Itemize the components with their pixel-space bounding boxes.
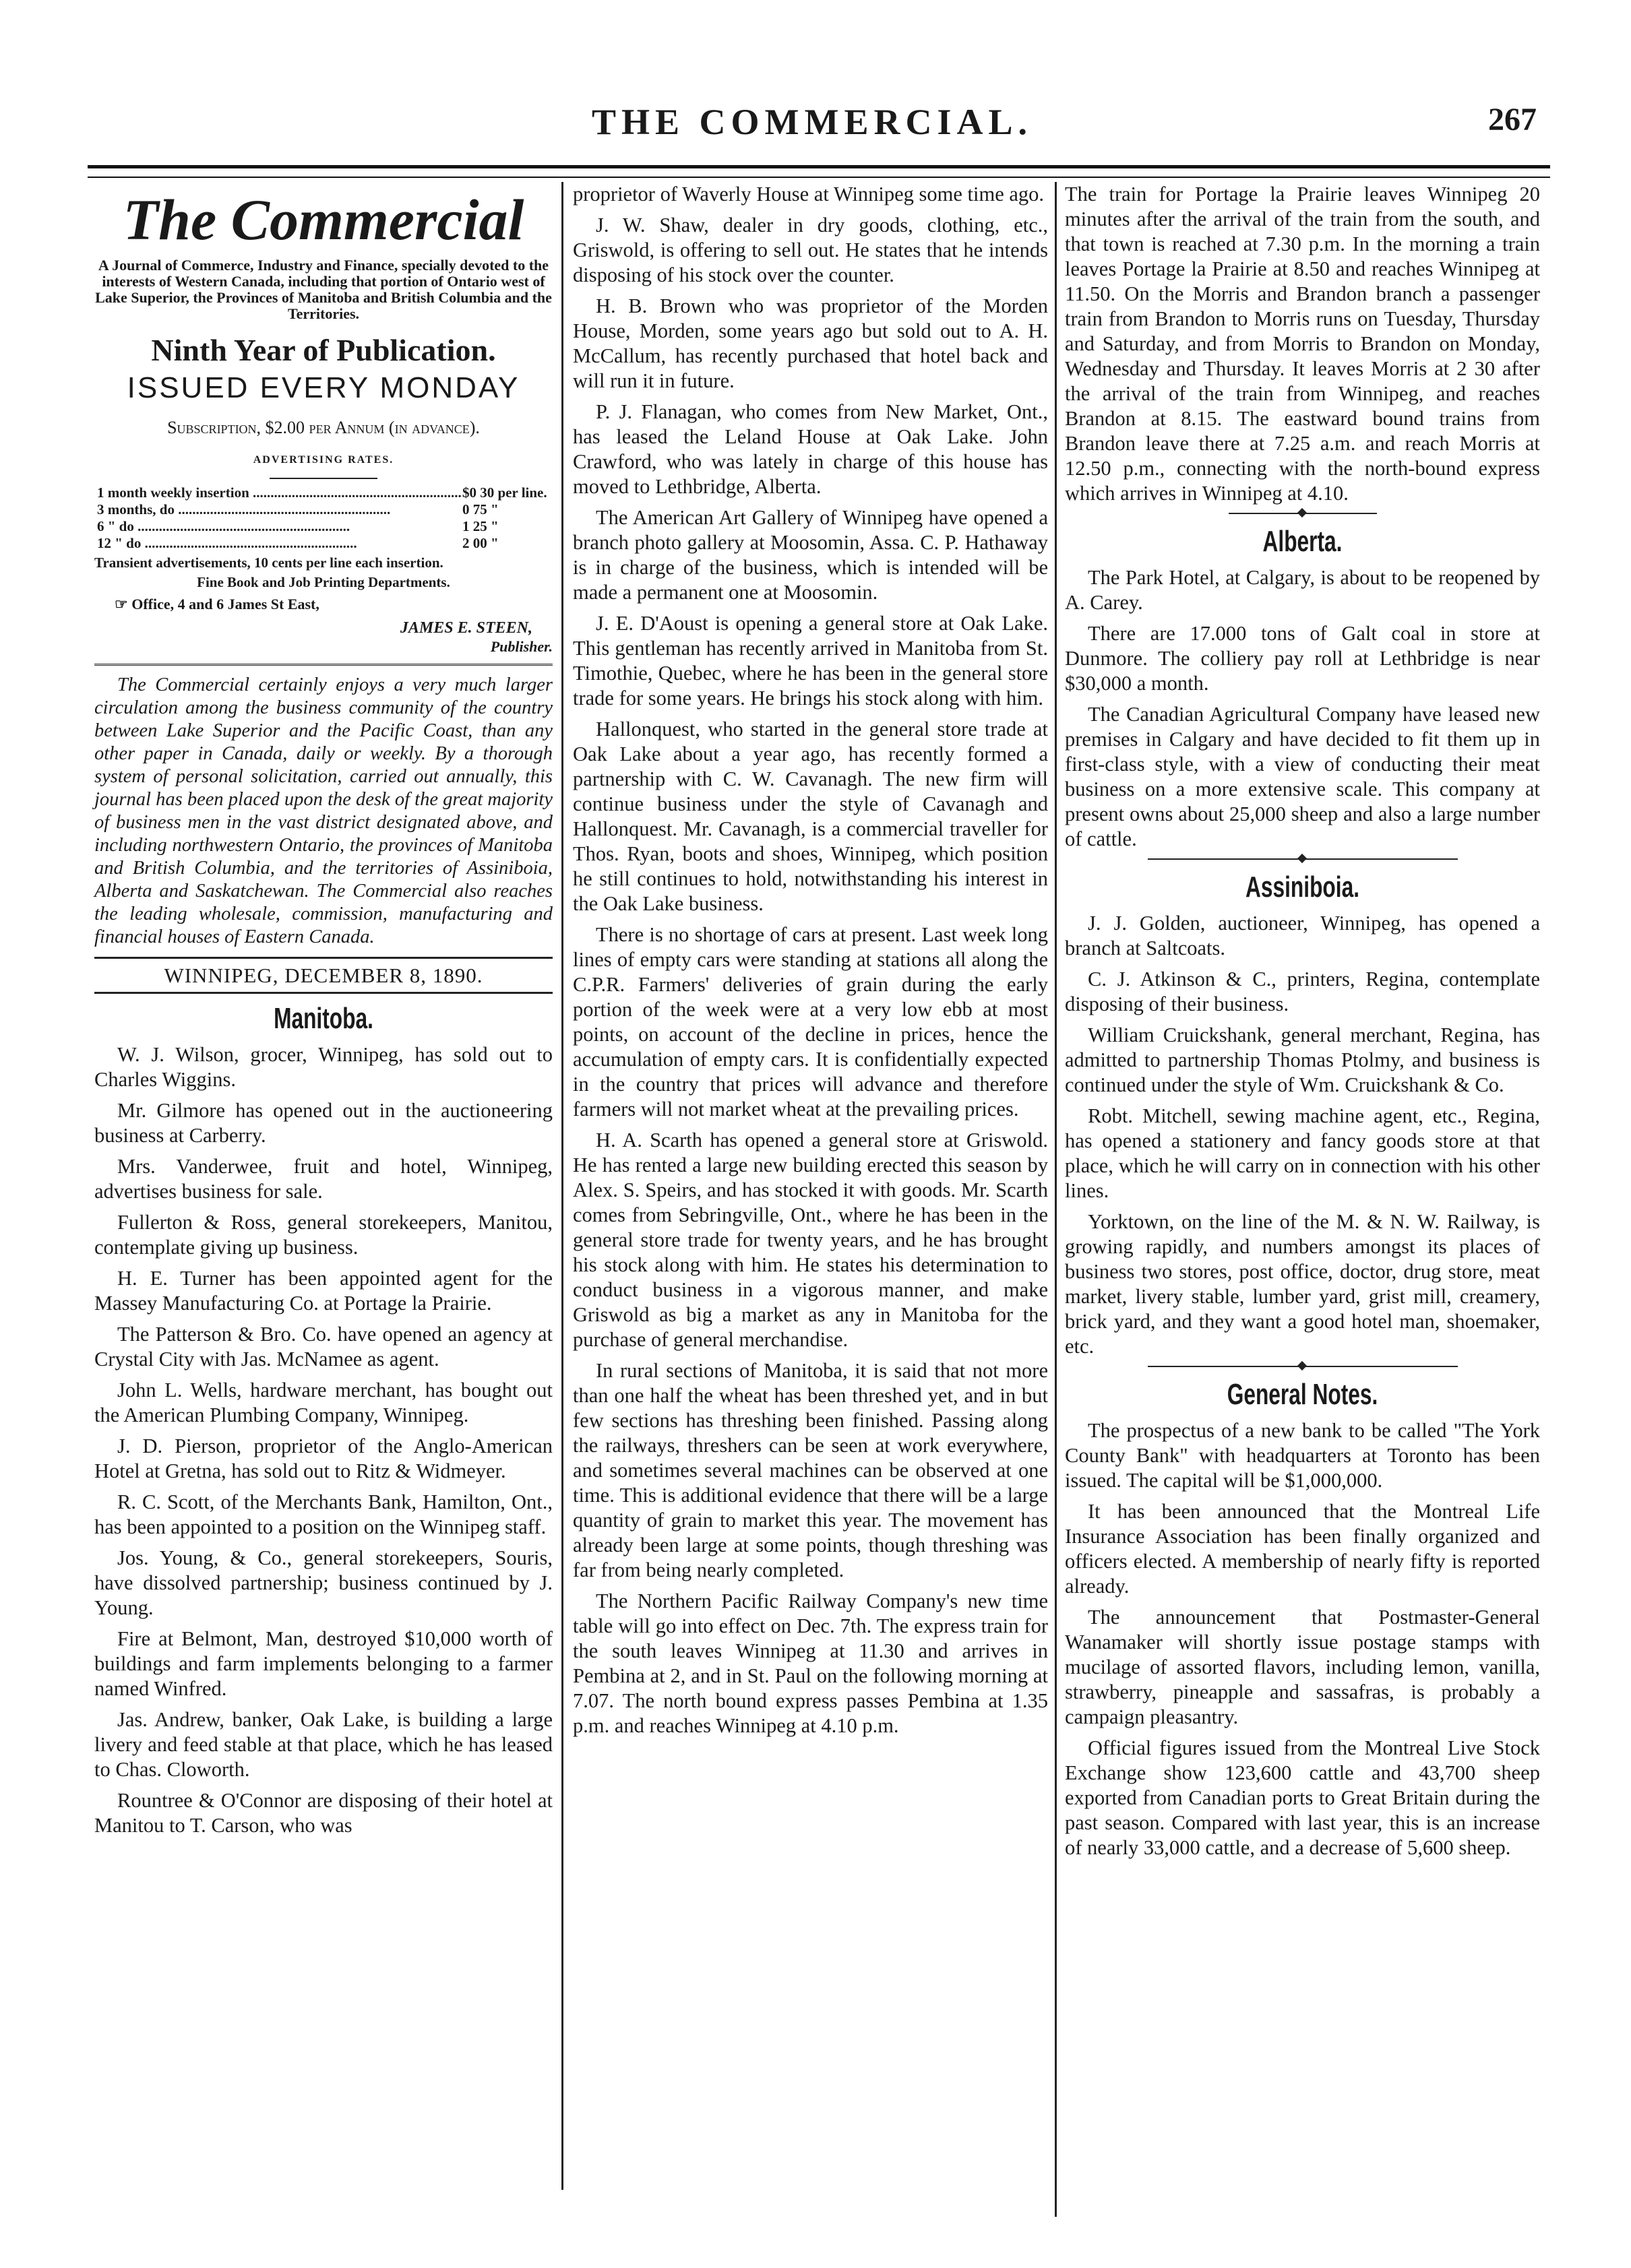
news-item: The Park Hotel, at Calgary, is about to be reopened by A. Carey. [1065, 566, 1540, 614]
subscription-price: Subscription, $2.00 per Annum (in advance). [167, 418, 480, 437]
news-item: Rountree & O'Connor are disposing of their hotel at Manitou to T. Carson, who was [94, 1789, 553, 1837]
circulation-notice: The Commercial certainly enjoys a very much larger circulation among the business community of the country between Lake Superior and the Pacific Coast, than any other paper in Canada, daily or weekly. By a thorough system of personal solicitation, carried out annually, this journal has been placed upon the desk of the great majority of business men in the vast district designated above, and including northwestern Ontario, the provinces of Manitoba and British Columbia, and the territories of Assiniboia, Alberta and Saskatchewan. The Commercial also reaches the leading wholesale, commission, manufacturing and financial houses of Eastern Canada. [94, 664, 553, 949]
news-item: The American Art Gallery of Winnipeg have opened a branch photo gallery at Moosomin, Assa. C. P. Hathaway is in charge of the business, which is intended will be made a permanent one at Moosomin. [573, 506, 1048, 604]
news-item: J. D. Pierson, proprietor of the Anglo-American Hotel at Gretna, has sold out to Ritz & Widmeyer. [94, 1435, 553, 1482]
rate-row: 3 months, do ..... 0 75 " [94, 501, 553, 518]
news-item: Jas. Andrew, banker, Oak Lake, is building a large livery and feed stable at that place, which he has leased to Chas. Cloworth. [94, 1708, 553, 1781]
masthead-title: The Commercial [123, 187, 524, 252]
news-item: Fire at Belmont, Man, destroyed $10,000 worth of buildings and farm implements belonging to a farmer named Winfred. [94, 1627, 553, 1700]
header-rule-thin [88, 177, 1550, 178]
news-item: Official figures issued from the Montreal Live Stock Exchange show 123,600 cattle and 43,700 sheep exported from Canadian ports to Great Britain during the past season. Compared with last year, this is an increase of nearly 33,000 cattle, and a decrease of 5,600 sheep. [1065, 1736, 1540, 1859]
transient-rate: Transient advertisements, 10 cents per line each insertion. [94, 555, 443, 571]
news-item: Robt. Mitchell, sewing machine agent, etc., Regina, has opened a stationery and fancy goods store at that place, which he will carry on in connection with his other lines. [1065, 1104, 1540, 1202]
masthead-description: A Journal of Commerce, Industry and Finance, specially devoted to the interests of Western Canada, including that portion of Ontario west of Lake Superior, the Provinces of Manitoba and British Columbia and the Territories. [95, 257, 552, 322]
advertising-title: ADVERTISING RATES. [253, 454, 394, 466]
news-item: Mrs. Vanderwee, fruit and hotel, Winnipeg, advertises business for sale. [94, 1155, 553, 1203]
section-ornament [1229, 513, 1377, 518]
section-heading-assiniboia: Assiniboia. [1245, 871, 1359, 904]
header-rule [88, 165, 1550, 168]
news-item: The Northern Pacific Railway Company's new time table will go into effect on Dec. 7th. The express train for the south leaves Winnipeg at 11.30 and arrives in Pembina at 2, and in St. Paul on the following morning at 7.07. The north bound express passes Pembina at 1.35 p.m. and reaches Winnipeg at 4.10 p.m. [573, 1589, 1048, 1737]
masthead-issued: ISSUED EVERY MONDAY [127, 371, 520, 404]
running-title: THE COMMERCIAL. [591, 102, 1033, 142]
page-number: 267 [1488, 102, 1537, 137]
column-1 [94, 182, 553, 1844]
news-item: The Patterson & Bro. Co. have opened an agency at Crystal City with Jas. McNamee as agent. [94, 1323, 553, 1371]
section-heading-manitoba: Manitoba. [274, 1002, 373, 1035]
news-item: H. E. Turner has been appointed agent for the Massey Manufacturing Co. at Portage la Prairie. [94, 1267, 553, 1315]
news-item: William Cruickshank, general merchant, Regina, has admitted to partnership Thomas Ptolmy, and business is continued under the style of Wm. Cruickshank & Co. [1065, 1023, 1540, 1096]
rate-row: 6 " do ..... 1 25 " [94, 518, 553, 535]
publisher-role: Publisher. [490, 638, 553, 655]
divider [270, 478, 377, 479]
news-item: W. J. Wilson, grocer, Winnipeg, has sold out to Charles Wiggins. [94, 1043, 553, 1091]
rate-row: 1 month weekly insertion ..... $0 30 per line. [94, 484, 553, 501]
news-item: H. A. Scarth has opened a general store at Griswold. He has rented a large new building erected this season by Alex. S. Speirs, and has stocked it with goods. Mr. Scarth comes from Sebringville, Ont., where he has been in the general store trade for twenty years, and he has brought his stock along with him. He states his determination to conduct business in a vigorous manner, and make Griswold as big a market as any in Manitoba for the purchase of general merchandise. [573, 1129, 1048, 1351]
news-item: It has been announced that the Montreal Life Insurance Association has been finally organized and officers elected. A membership of nearly fifty is reported already. [1065, 1500, 1540, 1598]
news-item: Fullerton & Ross, general storekeepers, Manitou, contemplate giving up business. [94, 1211, 553, 1259]
column-3 [1065, 182, 1540, 1866]
news-item: In rural sections of Manitoba, it is said that not more than one half the wheat has been threshed yet, and in but few sections has threshing been finished. Passing along the railways, threshers can be seen at work everywhere, and sometimes several machines can be observed at one time. This is additional evidence that there will be a large quantity of grain to market this year. The movement has already been large at some points, though threshing was far from being nearly completed. [573, 1359, 1048, 1581]
section-heading-alberta: Alberta. [1262, 525, 1343, 558]
news-item: Jos. Young, & Co., general storekeepers, Souris, have dissolved partnership; business continued by J. Young. [94, 1546, 553, 1619]
news-item: C. J. Atkinson & C., printers, Regina, contemplate disposing of their business. [1065, 968, 1540, 1015]
news-item: H. B. Brown who was proprietor of the Morden House, Morden, some years ago but sold out to A. H. McCallum, has recently purchased that hotel back and will run it in future. [573, 294, 1048, 392]
section-ornament [1148, 858, 1458, 864]
news-item-continued: The train for Portage la Prairie leaves Winnipeg 20 minutes after the arrival of the train from the south, and that town is reached at 7.30 p.m. In the morning a train leaves Portage la Prairie at 8.50 and reaches Winnipeg at 11.50. On the Morris and Brandon branch a passenger train from Brandon to Morris runs on Tuesday, Thursday and Saturday, and from Morris to Brandon on Monday, Wednesday and Thursday. It leaves Morris at 2 30 after the arrival of the train from Winnipeg, and reaches Brandon at 8.15. The eastward bound trains from Brandon leave there at 7.25 a.m. and reach Morris at 12.50 p.m., connecting with the north-bound express which arrives in Winnipeg at 4.10. [1065, 183, 1540, 505]
publisher-name: JAMES E. STEEN, [400, 619, 532, 637]
news-item: J. J. Golden, auctioneer, Winnipeg, has opened a branch at Saltcoats. [1065, 912, 1540, 959]
masthead-year: Ninth Year of Publication. [151, 333, 496, 367]
rate-row: 12 " do ..... 2 00 " [94, 535, 553, 552]
office-address: ☞ Office, 4 and 6 James St East, [115, 596, 319, 612]
news-item: J. E. D'Aoust is opening a general store at Oak Lake. This gentleman has recently arrived in Manitoba from St. Timothie, Quebec, where he has been in the general store trade for some years. He brings his stock along with him. [573, 612, 1048, 710]
news-item: John L. Wells, hardware merchant, has bought out the American Plumbing Company, Winnipeg. [94, 1379, 553, 1426]
news-item: There is no shortage of cars at present. Last week long lines of empty cars were standing at stations all along the C.P.R. Farmers' deliveries of grain during the early portion of the week were at a very low ebb at most points, on account of the decline in prices, hence the accumulation of empty cars. It is confidentially expected in the country that prices will advance and therefore farmers will not market wheat at the prevailing prices. [573, 923, 1048, 1121]
news-item: Hallonquest, who started in the general store trade at Oak Lake about a year ago, has recently formed a partnership with C. W. Cavanagh. The new firm will continue business under the style of Cavanagh and Hallonquest. Mr. Cavanagh, is a commercial traveller for Thos. Ryan, boots and shoes, Winnipeg, which position he still continues to hold, notwithstanding his interest in the Oak Lake business. [573, 718, 1048, 915]
page-header [88, 101, 1537, 175]
news-item: There are 17.000 tons of Galt coal in store at Dunmore. The colliery pay roll at Lethbridge is near $30,000 a month. [1065, 622, 1540, 695]
news-item: The Canadian Agricultural Company have leased new premises in Calgary and have decided to fit them up in first-class style, with a view of conducting their meat business on a more extensive scale. This company at present owns about 25,000 sheep and also a large number of cattle. [1065, 703, 1540, 850]
column-divider [1055, 182, 1057, 2217]
section-ornament [1148, 1366, 1458, 1371]
pointing-hand-icon: ☞ [115, 596, 128, 612]
column-2 [573, 182, 1048, 1744]
news-item: Mr. Gilmore has opened out in the auctioneering business at Carberry. [94, 1099, 553, 1147]
news-item: Yorktown, on the line of the M. & N. W. Railway, is growing rapidly, and numbers amongst its places of business two stores, post office, doctor, drug store, meat market, livery stable, lumber yard, grist mill, creamery, brick yard, and they want a good hotel man, shoemaker, etc. [1065, 1210, 1540, 1358]
printing-notice: Fine Book and Job Printing Departments. [197, 574, 450, 590]
news-item: The announcement that Postmaster-General Wanamaker will shortly issue postage stamps with mucilage of assorted flavors, including lemon, vanilla, strawberry, pineapple and sassafras, is probably a campaign pleasantry. [1065, 1606, 1540, 1728]
news-item: R. C. Scott, of the Merchants Bank, Hamilton, Ont., has been appointed to a position on the Winnipeg staff. [94, 1490, 553, 1538]
section-heading-general-notes: General Notes. [1227, 1378, 1378, 1411]
column-divider [561, 182, 563, 2190]
news-item: J. W. Shaw, dealer in dry goods, clothing, etc., Griswold, is offering to sell out. He states that he intends disposing of his stock over the counter. [573, 214, 1048, 286]
dateline: WINNIPEG, DECEMBER 8, 1890. [94, 957, 553, 994]
news-item: P. J. Flanagan, who comes from New Market, Ont., has leased the Leland House at Oak Lake. John Crawford, who was lately in charge of this house has moved to Lethbridge, Alberta. [573, 400, 1048, 498]
news-item-continued: proprietor of Waverly House at Winnipeg some time ago. [573, 183, 1045, 206]
news-item: The prospectus of a new bank to be called "The York County Bank" with headquarters at Toronto has been issued. The capital will be $1,000,000. [1065, 1419, 1540, 1492]
